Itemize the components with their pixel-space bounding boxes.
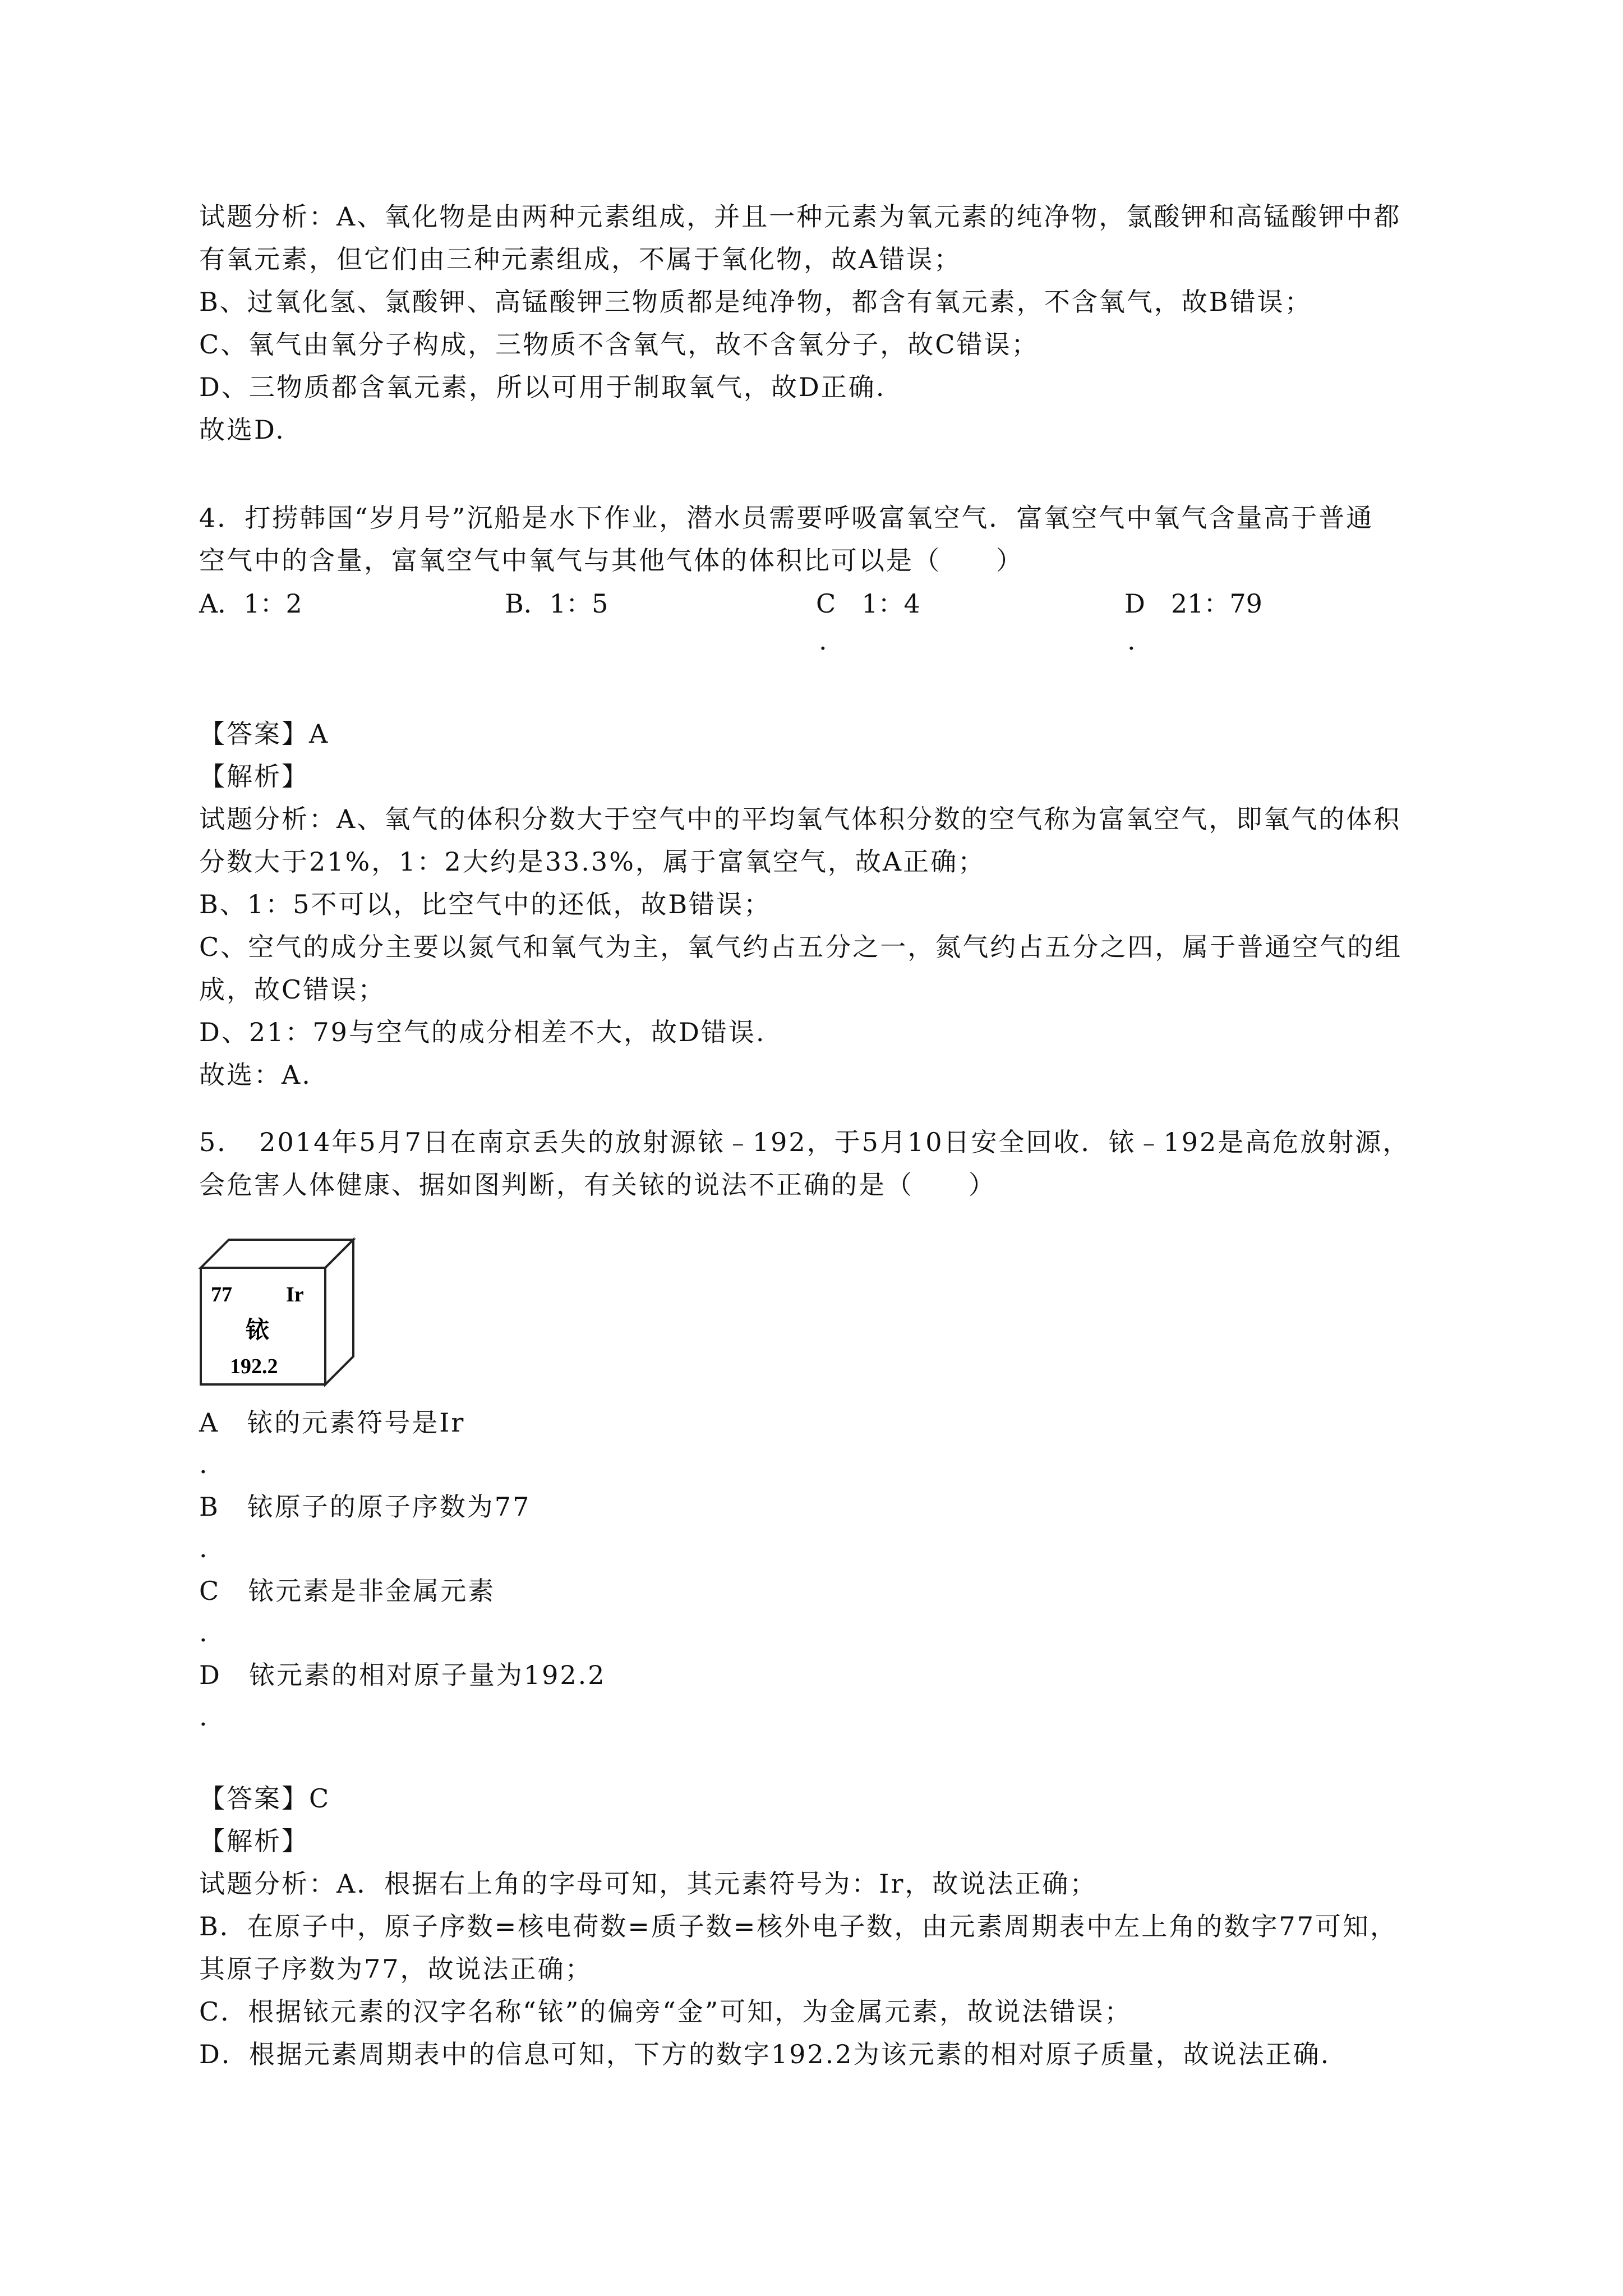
q3-analysis-line-1: 试题分析：A、氧化物是由两种元素组成，并且一种元素为氧元素的纯净物，氯酸钾和高锰酸钾中都 <box>199 201 1401 232</box>
q4-option-d-dot: . <box>1127 625 1136 656</box>
q5-stem-line-2: 会危害人体健康、据如图判断，有关铱的说法不正确的是（ ） <box>199 1170 996 1200</box>
q4-stem-line-2: 空气中的含量，富氧空气中氧气与其他气体的体积比可以是（ ） <box>199 545 1023 576</box>
q4-analysis-line-5: 成，故C错误； <box>199 974 386 1005</box>
q3-analysis-line-5: D、三物质都含氧元素，所以可用于制取氧气，故D正确. <box>199 372 886 402</box>
q4-stem-line-1: 4．打捞韩国“岁月号”沉船是水下作业，潜水员需要呼吸富氧空气．富氧空气中氧气含量高于普通 <box>199 503 1374 533</box>
q5-option-c: C 铱元素是非金属元素 <box>199 1576 496 1606</box>
q5-analysis-heading: 【解析】 <box>199 1826 309 1856</box>
q5-analysis-line-2: B．在原子中，原子序数=核电荷数=质子数=核外电子数，由元素周期表中左上角的数字77可知， <box>199 1911 1398 1941</box>
q3-analysis-line-4: C、氧气由氧分子构成，三物质不含氧气，故不含氧分子，故C错误； <box>199 329 1039 360</box>
q4-option-d: D 21：79 <box>1124 588 1262 619</box>
q5-option-d: D 铱元素的相对原子量为192.2 <box>199 1660 606 1690</box>
q5-analysis-line-3: 其原子序数为77，故说法正确； <box>199 1954 593 1984</box>
q3-analysis-line-3: B、过氧化氢、氯酸钾、高锰酸钾三物质都是纯净物，都含有氧元素，不含氧气，故B错误； <box>199 287 1312 317</box>
q5-option-b-dot: . <box>199 1533 208 1563</box>
q5-analysis-line-5: D．根据元素周期表中的信息可知，下方的数字192.2为该元素的相对原子质量，故说法正确. <box>199 2039 1331 2069</box>
q5-stem-line-1: 5． 2014年5月7日在南京丢失的放射源铱﹣192，于5月10日安全回收．铱﹣192是高危放射源， <box>199 1127 1410 1157</box>
q5-option-c-dot: . <box>199 1617 208 1648</box>
q4-analysis-line-2: 分数大于21%，1：2大约是33.3%，属于富氧空气，故A正确； <box>199 846 986 877</box>
q4-analysis-line-3: B、1：5不可以，比空气中的还低，故B错误； <box>199 889 772 919</box>
q5-answer: 【答案】C <box>199 1783 331 1814</box>
q4-analysis-line-1: 试题分析：A、氧气的体积分数大于空气中的平均氧气体积分数的空气称为富氧空气，即氧气的体积 <box>199 804 1401 834</box>
q4-analysis-line-6: D、21：79与空气的成分相差不大，故D错误. <box>199 1017 766 1047</box>
element-symbol: Ir <box>286 1283 304 1306</box>
q5-analysis-line-1: 试题分析：A．根据右上角的字母可知，其元素符号为：Ir，故说法正确； <box>199 1869 1098 1899</box>
element-chinese-name: 铱 <box>246 1316 270 1343</box>
q4-option-b: B．1：5 <box>505 588 608 619</box>
q3-analysis-line-6: 故选D. <box>199 415 285 445</box>
element-atomic-mass: 192.2 <box>230 1355 278 1378</box>
q5-option-a-dot: . <box>199 1449 208 1479</box>
q3-analysis-line-2: 有氧元素，但它们由三种元素组成，不属于氧化物，故A错误； <box>199 244 962 274</box>
q4-option-c: C 1：4 <box>816 588 920 619</box>
q5-option-a: A 铱的元素符号是Ir <box>199 1407 465 1438</box>
q5-option-d-dot: . <box>199 1701 208 1732</box>
q4-analysis-line-4: C、空气的成分主要以氮气和氧气为主，氧气约占五分之一，氮气约占五分之四，属于普通空气的组 <box>199 932 1403 962</box>
iridium-element-cell-figure <box>196 1234 359 1391</box>
q4-option-a: A．1：2 <box>199 588 302 619</box>
q4-answer: 【答案】A <box>199 719 330 749</box>
element-atomic-number: 77 <box>211 1283 232 1306</box>
q5-option-b: B 铱原子的原子序数为77 <box>199 1492 531 1522</box>
q4-analysis-line-7: 故选：A. <box>199 1060 312 1090</box>
q5-analysis-line-4: C．根据铱元素的汉字名称“铱”的偏旁“金”可知，为金属元素，故说法错误； <box>199 1996 1132 2027</box>
q4-option-c-dot: . <box>819 625 827 656</box>
q4-analysis-heading: 【解析】 <box>199 761 309 792</box>
